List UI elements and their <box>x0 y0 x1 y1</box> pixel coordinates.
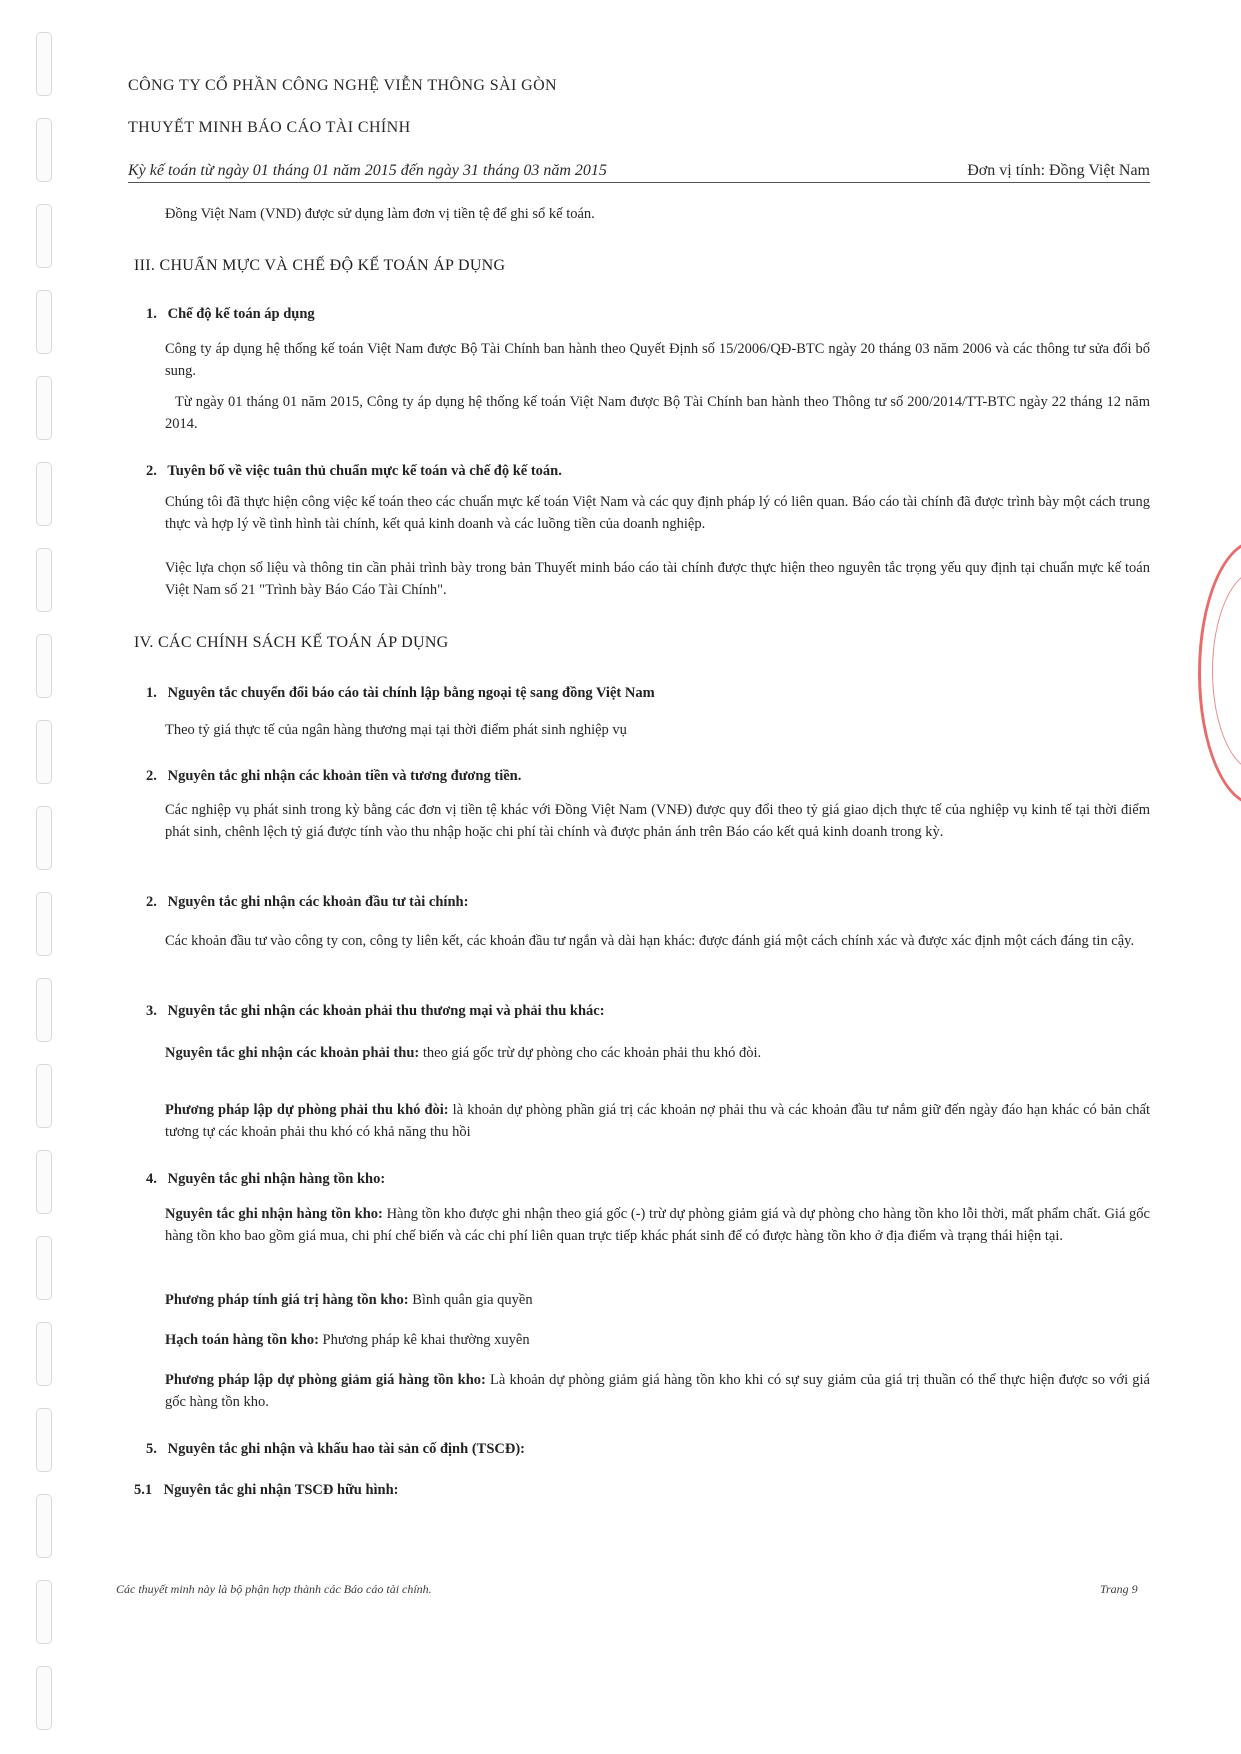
term-text: Hàng tồn kho được ghi nhận theo giá gốc (-) trừ dự phòng giảm giá và dự phòng cho hàng tồn kho lỗi thời, mất phẩm chất. Giá gốc hàng tồn kho bao gồm giá mua, chi phí chế biến và các chi phí liên quan trực tiếp khác phát sinh để có được hàng tồn kho ở địa điểm và trạng thái hiện tại. <box>165 1206 1150 1244</box>
binding-mark <box>36 720 52 784</box>
term-label: Phương pháp lập dự phòng giảm giá hàng tồn kho: <box>165 1372 486 1388</box>
subsection-label: Nguyên tắc chuyển đổi báo cáo tài chính lập bằng ngoại tệ sang đồng Việt Nam <box>167 685 655 701</box>
binding-mark <box>36 892 52 956</box>
paragraph: Các nghiệp vụ phát sinh trong kỳ bằng các đơn vị tiền tệ khác với Đồng Việt Nam (VNĐ) được quy đổi theo tỷ giá giao dịch thực tế của nghiệp vụ kinh tế tại thời điểm phát sinh, chênh lệch tỷ giá được tính vào thu nhập hoặc chi phí tài chính và được phản ánh trên Báo cáo kết quả kinh doanh trong kỳ. <box>165 802 1150 840</box>
binding-mark <box>36 32 52 96</box>
subsection-title <box>134 1482 399 1499</box>
subsection-title <box>146 685 655 702</box>
section-title-iii: III. CHUẨN MỰC VÀ CHẾ ĐỘ KẾ TOÁN ÁP DỤNG <box>134 257 506 274</box>
binding-mark <box>36 978 52 1042</box>
paragraph <box>165 1203 1150 1247</box>
term-text: theo giá gốc trừ dự phòng cho các khoản phải thu khó đòi. <box>419 1045 762 1061</box>
binding-mark <box>36 118 52 182</box>
subsection-title <box>146 306 315 323</box>
term-text: Bình quân gia quyền <box>408 1292 533 1308</box>
binding-mark <box>36 1580 52 1644</box>
binding-mark <box>36 1064 52 1128</box>
subsection-number: 2. <box>146 768 157 784</box>
binding-mark <box>36 634 52 698</box>
intro-text: Đồng Việt Nam (VND) được sử dụng làm đơn vị tiền tệ để ghi sổ kế toán. <box>165 206 595 222</box>
footer-note: Các thuyết minh này là bộ phận hợp thành các Báo cáo tài chính. <box>116 1582 432 1596</box>
subsection-label: Nguyên tắc ghi nhận TSCĐ hữu hình: <box>163 1482 399 1498</box>
subsection-label: Nguyên tắc ghi nhận và khấu hao tài sản cố định (TSCĐ): <box>167 1441 525 1457</box>
binding-mark <box>36 1322 52 1386</box>
subsection-number: 1. <box>146 685 157 701</box>
paragraph <box>165 1289 1150 1311</box>
currency-unit: Đơn vị tính: Đồng Việt Nam <box>967 162 1150 179</box>
binding-mark <box>36 462 52 526</box>
term-text: Là khoản dự phòng giảm giá hàng tồn kho khi có sự suy giảm của giá trị thuần có thể thực hiện được so với giá gốc hàng tồn kho. <box>165 1372 1150 1410</box>
paragraph <box>165 1042 1150 1064</box>
subsection-label: Tuyên bố về việc tuân thủ chuẩn mực kế toán và chế độ kế toán. <box>167 463 562 479</box>
binding-mark <box>36 1666 52 1730</box>
subsection-title <box>146 1003 605 1020</box>
subsection-number: 5. <box>146 1441 157 1457</box>
subsection-number: 2. <box>146 463 157 479</box>
binding-mark <box>36 548 52 612</box>
paragraph <box>165 1099 1150 1143</box>
scan-binding-marks <box>32 30 54 1730</box>
section-title-iv: IV. CÁC CHÍNH SÁCH KẾ TOÁN ÁP DỤNG <box>134 634 449 651</box>
binding-mark <box>36 376 52 440</box>
paragraph: Theo tỷ giá thực tế của ngân hàng thương mại tại thời điểm phát sinh nghiệp vụ <box>165 722 627 738</box>
paragraph: Từ ngày 01 tháng 01 năm 2015, Công ty áp dụng hệ thống kế toán Việt Nam được Bộ Tài Chính ban hành theo Thông tư số 200/2014/TT-BTC ngày 22 tháng 12 năm 2014. <box>165 394 1150 432</box>
paragraph <box>165 1369 1150 1413</box>
subsection-label: Nguyên tắc ghi nhận các khoản phải thu thương mại và phải thu khác: <box>167 1003 605 1019</box>
subsection-label: Chế độ kế toán áp dụng <box>167 306 315 322</box>
subsection-title <box>146 894 468 911</box>
paragraph: Các khoản đầu tư vào công ty con, công ty liên kết, các khoản đầu tư ngắn và dài hạn khác: được đánh giá một cách chính xác và được xác định một cách đáng tin cậy. <box>165 933 1135 949</box>
subsection-title <box>146 1441 525 1458</box>
subsection-number: 4. <box>146 1171 157 1187</box>
binding-mark <box>36 806 52 870</box>
subsection-title <box>146 1171 385 1188</box>
paragraph: Việc lựa chọn số liệu và thông tin cần phải trình bày trong bản Thuyết minh báo cáo tài chính được thực hiện theo nguyên tắc trọng yếu quy định tại chuẩn mực kế toán Việt Nam số 21 "Trình bày Báo Cáo Tài Chính". <box>165 560 1150 598</box>
subsection-title <box>146 463 562 480</box>
paragraph <box>165 1329 1150 1351</box>
paragraph: Công ty áp dụng hệ thống kế toán Việt Nam được Bộ Tài Chính ban hành theo Quyết Định số 15/2006/QĐ-BTC ngày 20 tháng 03 năm 2006 và các thông tư sửa đổi bổ sung. <box>165 341 1150 379</box>
term-label: Nguyên tắc ghi nhận hàng tồn kho: <box>165 1206 383 1222</box>
subsection-number: 1. <box>146 306 157 322</box>
subsection-title <box>146 768 521 785</box>
binding-mark <box>36 204 52 268</box>
subsection-number: 2. <box>146 894 157 910</box>
subsection-label: Nguyên tắc ghi nhận các khoản tiền và tương đương tiền. <box>167 768 522 784</box>
binding-mark <box>36 1494 52 1558</box>
binding-mark <box>36 1408 52 1472</box>
term-label: Phương pháp lập dự phòng phải thu khó đòi: <box>165 1102 449 1118</box>
term-label: Hạch toán hàng tồn kho: <box>165 1332 319 1348</box>
page-number: Trang 9 <box>1100 1582 1138 1596</box>
term-text: Phương pháp kê khai thường xuyên <box>318 1332 530 1348</box>
binding-mark <box>36 1150 52 1214</box>
binding-mark <box>36 290 52 354</box>
subsection-label: Nguyên tắc ghi nhận hàng tồn kho: <box>167 1171 386 1187</box>
company-name: CÔNG TY CỔ PHẦN CÔNG NGHỆ VIỄN THÔNG SÀI GÒN <box>128 77 558 94</box>
accounting-period: Kỳ kế toán từ ngày 01 tháng 01 năm 2015 đến ngày 31 tháng 03 năm 2015 <box>128 162 607 179</box>
binding-mark <box>36 1236 52 1300</box>
subsection-number: 3. <box>146 1003 157 1019</box>
term-text: là khoản dự phòng phần giá trị các khoản nợ phải thu và các khoản đầu tư nắm giữ đến ngày đáo hạn khác có bản chất tương tự các khoản phải thu khó có khả năng thu hồi <box>165 1102 1150 1140</box>
subsection-number: 5.1 <box>134 1482 153 1498</box>
subsection-label: Nguyên tắc ghi nhận các khoản đầu tư tài chính: <box>167 894 469 910</box>
term-label: Nguyên tắc ghi nhận các khoản phải thu: <box>165 1045 420 1061</box>
report-title: THUYẾT MINH BÁO CÁO TÀI CHÍNH <box>128 119 411 136</box>
period-row <box>128 158 1150 183</box>
term-label: Phương pháp tính giá trị hàng tồn kho: <box>165 1292 409 1308</box>
paragraph: Chúng tôi đã thực hiện công việc kế toán theo các chuẩn mực kế toán Việt Nam và các quy định pháp lý có liên quan. Báo cáo tài chính đã được trình bày một cách trung thực và hợp lý về tình hình tài chính, kết quả kinh doanh và các luồng tiền của doanh nghiệp. <box>165 494 1150 532</box>
